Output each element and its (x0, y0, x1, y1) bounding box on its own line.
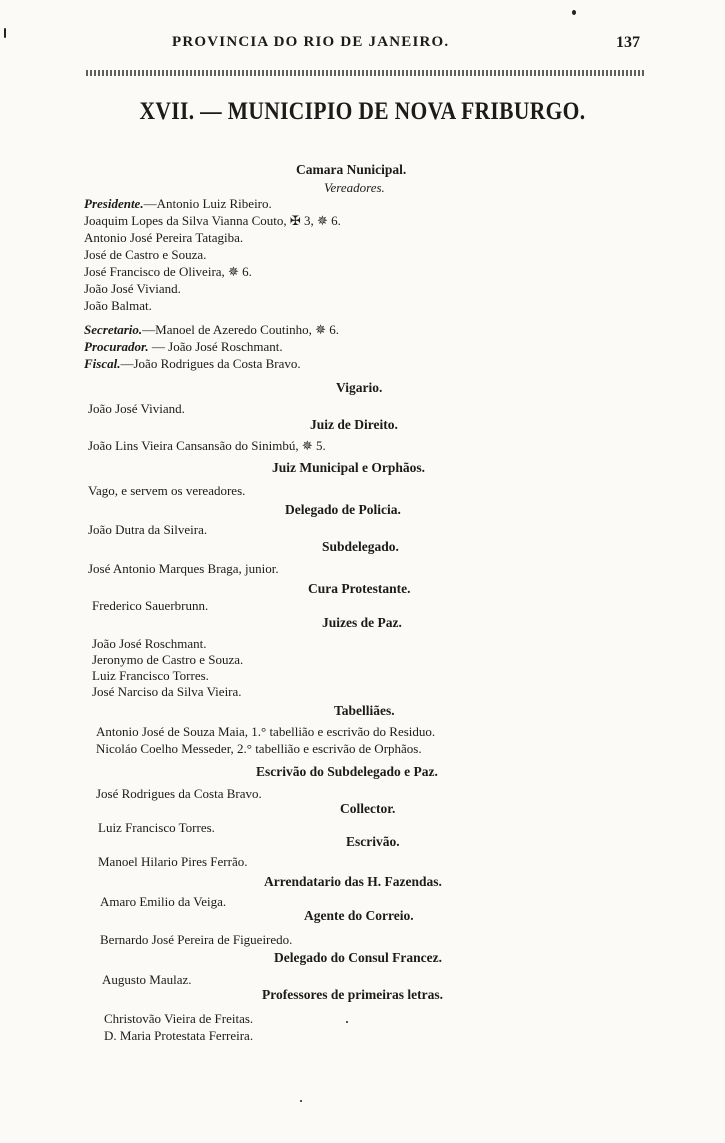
section-heading: Collector. (340, 801, 396, 816)
entry-line: José Francisco de Oliveira, ✵ 6. (84, 264, 252, 279)
header-rule (86, 70, 644, 76)
entry-line: José Antonio Marques Braga, junior. (88, 561, 279, 576)
role-label: Procurador. (84, 339, 149, 354)
chapter-title: XVII. — MUNICIPIO DE NOVA FRIBURGO. (139, 98, 586, 125)
scan-speck (300, 1100, 302, 1102)
role-label: Presidente. (84, 196, 144, 211)
section-heading: Cura Protestante. (308, 581, 411, 596)
entry-line: José Narciso da Silva Vieira. (92, 684, 242, 699)
section-heading: Agente do Correio. (304, 908, 414, 923)
entry-line: Joaquim Lopes da Silva Vianna Couto, ✠ 3, ✵ 6. (84, 213, 341, 228)
entry-name: —João Rodrigues da Costa Bravo. (120, 356, 301, 371)
section-heading: Arrendatario das H. Fazendas. (264, 874, 442, 889)
entry-line: Manoel Hilario Pires Ferrão. (98, 854, 248, 869)
entry-line: D. Maria Protestata Ferreira. (104, 1028, 254, 1043)
entry-line (84, 356, 301, 372)
entry-line: Vago, e servem os vereadores. (88, 483, 246, 498)
section-subheading: Vereadores. (324, 180, 385, 195)
entry-name: —Manoel de Azeredo Coutinho, ✵ 6. (142, 322, 339, 337)
section-heading: Delegado do Consul Francez. (274, 950, 442, 965)
role-label: Secretario. (84, 322, 143, 337)
entry-line (84, 196, 272, 212)
page-number: 137 (616, 34, 640, 51)
scan-speck (4, 28, 6, 38)
entry-line: Frederico Sauerbrunn. (92, 598, 209, 613)
section-heading: Juiz de Direito. (310, 417, 398, 432)
entry-line: João Balmat. (84, 298, 152, 313)
section-heading: Juizes de Paz. (322, 615, 402, 630)
entry-line: Bernardo José Pereira de Figueiredo. (100, 932, 293, 947)
entry-line: João Lins Vieira Cansansão do Sinimbú, ✵ 5. (88, 438, 326, 453)
section-heading: Delegado de Policia. (285, 502, 401, 517)
entry-line: João Dutra da Silveira. (88, 522, 208, 537)
section-heading: Tabelliães. (334, 703, 395, 718)
running-title: PROVINCIA DO RIO DE JANEIRO. (172, 34, 450, 50)
entry-line: João José Viviand. (88, 401, 185, 416)
entry-line (84, 322, 339, 338)
section-heading: Camara Nunicipal. (296, 162, 407, 177)
section-heading: Escrivão. (346, 834, 400, 849)
section-heading: Escrivão do Subdelegado e Paz. (256, 764, 438, 779)
scan-speck (346, 1021, 348, 1023)
entry-line: João José Viviand. (84, 281, 181, 296)
running-head (0, 34, 725, 58)
section-heading: Subdelegado. (322, 539, 399, 554)
entry-line: José de Castro e Souza. (84, 247, 207, 262)
entry-line: Luiz Francisco Torres. (92, 668, 209, 683)
entry-line: Augusto Maulaz. (102, 972, 192, 987)
role-label: Fiscal. (84, 356, 121, 371)
entry-name: — João José Roschmant. (148, 339, 283, 354)
entry-line: Christovão Vieira de Freitas. (104, 1011, 254, 1026)
section-heading: Juiz Municipal e Orphãos. (272, 460, 426, 475)
section-heading: Vigario. (336, 380, 383, 395)
section-heading: Professores de primeiras letras. (262, 987, 443, 1002)
entry-line: João José Roschmant. (92, 636, 207, 651)
entry-line: Antonio José de Souza Maia, 1.° tabellião e escrivão do Residuo. (96, 724, 436, 739)
entry-name: —Antonio Luiz Ribeiro. (143, 196, 272, 211)
entry-line: Nicoláo Coelho Messeder, 2.° tabellião e escrivão de Orphãos. (96, 741, 422, 756)
entry-line: Antonio José Pereira Tatagiba. (84, 230, 244, 245)
entry-line: José Rodrigues da Costa Bravo. (96, 786, 262, 801)
scan-speck (572, 10, 576, 15)
entry-line: Amaro Emilio da Veiga. (100, 894, 227, 909)
entry-line: Luiz Francisco Torres. (98, 820, 215, 835)
entry-line: Jeronymo de Castro e Souza. (92, 652, 244, 667)
entry-line (84, 339, 283, 355)
